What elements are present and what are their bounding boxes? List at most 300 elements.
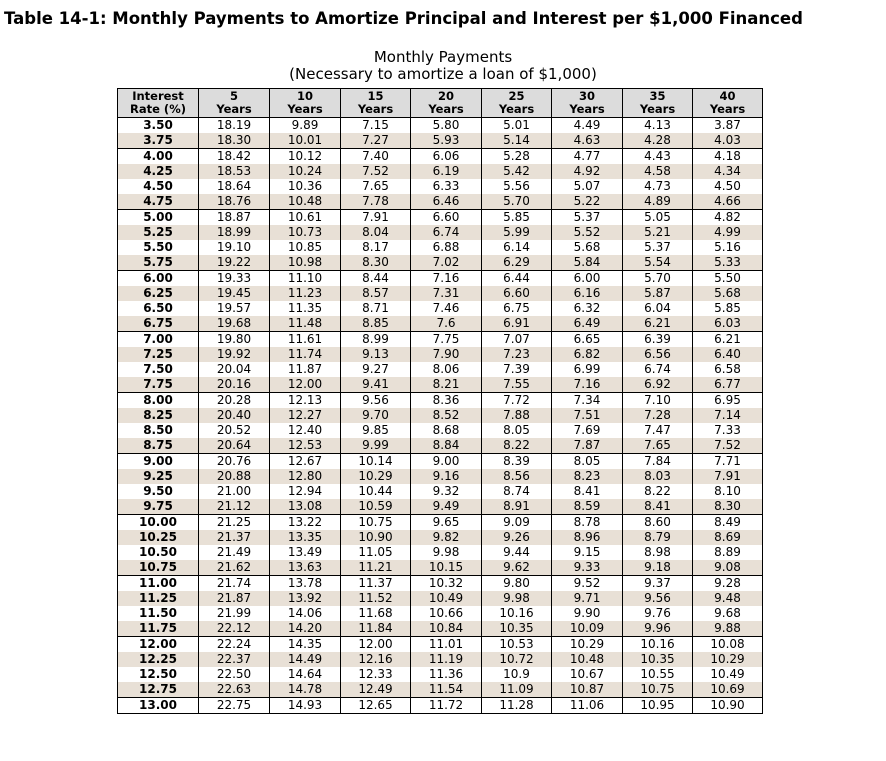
column-header-line2: Years (216, 102, 252, 116)
table-row (118, 438, 763, 454)
payment-cell: 7.65 (623, 438, 693, 454)
payment-cell: 20.28 (199, 393, 270, 409)
payment-cell: 9.41 (341, 377, 411, 393)
payment-cell: 9.82 (411, 530, 482, 545)
payment-cell: 22.50 (199, 667, 270, 682)
payment-cell: 3.87 (693, 118, 763, 134)
payment-cell: 5.21 (623, 225, 693, 240)
interest-rate-cell: 5.50 (118, 240, 199, 255)
payment-cell: 11.05 (341, 545, 411, 560)
table-row (118, 133, 763, 149)
payment-cell: 20.88 (199, 469, 270, 484)
payment-cell: 7.10 (623, 393, 693, 409)
table-row (118, 606, 763, 621)
payment-cell: 10.36 (270, 179, 341, 194)
interest-rate-cell: 3.75 (118, 133, 199, 149)
payment-cell: 5.93 (411, 133, 482, 149)
payment-cell: 4.66 (693, 194, 763, 210)
amortization-table (117, 88, 763, 714)
column-header-line2: Years (357, 102, 394, 116)
table-row (118, 423, 763, 438)
payment-cell: 21.25 (199, 515, 270, 531)
payment-cell: 8.56 (482, 469, 552, 484)
table-row (118, 682, 763, 698)
payment-cell: 12.67 (270, 454, 341, 470)
payment-cell: 7.07 (482, 332, 552, 348)
interest-rate-cell: 8.50 (118, 423, 199, 438)
payment-cell: 9.89 (270, 118, 341, 134)
interest-rate-cell: 3.50 (118, 118, 199, 134)
payment-cell: 7.15 (341, 118, 411, 134)
payment-cell: 5.56 (482, 179, 552, 194)
payment-cell: 10.87 (552, 682, 623, 698)
payment-cell: 6.04 (623, 301, 693, 316)
payment-cell: 6.65 (552, 332, 623, 348)
interest-rate-cell: 12.50 (118, 667, 199, 682)
payment-cell: 14.93 (270, 698, 341, 714)
payment-cell: 9.15 (552, 545, 623, 560)
interest-rate-cell: 9.25 (118, 469, 199, 484)
column-header (693, 89, 763, 118)
payment-cell: 10.55 (623, 667, 693, 682)
payment-cell: 12.40 (270, 423, 341, 438)
payment-cell: 8.59 (552, 499, 623, 515)
interest-rate-cell: 10.00 (118, 515, 199, 531)
payment-cell: 20.40 (199, 408, 270, 423)
payment-cell: 10.53 (482, 637, 552, 653)
payment-cell: 5.70 (482, 194, 552, 210)
interest-rate-cell: 9.75 (118, 499, 199, 515)
payment-cell: 8.41 (623, 499, 693, 515)
table-row (118, 621, 763, 637)
column-header-line1: 5 (229, 89, 238, 103)
payment-cell: 8.22 (623, 484, 693, 499)
payment-cell: 8.06 (411, 362, 482, 377)
payment-cell: 5.85 (693, 301, 763, 316)
payment-cell: 5.52 (552, 225, 623, 240)
payment-cell: 5.85 (482, 210, 552, 226)
payment-cell: 10.98 (270, 255, 341, 271)
table-row (118, 499, 763, 515)
payment-cell: 8.21 (411, 377, 482, 393)
payment-cell: 8.05 (482, 423, 552, 438)
payment-cell: 22.37 (199, 652, 270, 667)
payment-cell: 7.65 (341, 179, 411, 194)
payment-cell: 9.62 (482, 560, 552, 576)
payment-cell: 18.53 (199, 164, 270, 179)
payment-cell: 5.05 (623, 210, 693, 226)
interest-rate-cell: 7.25 (118, 347, 199, 362)
table-row (118, 530, 763, 545)
payment-cell: 4.58 (623, 164, 693, 179)
payment-cell: 6.99 (552, 362, 623, 377)
payment-cell: 6.06 (411, 149, 482, 165)
payment-cell: 20.52 (199, 423, 270, 438)
payment-cell: 19.22 (199, 255, 270, 271)
payment-cell: 13.08 (270, 499, 341, 515)
payment-cell: 9.26 (482, 530, 552, 545)
payment-cell: 10.90 (693, 698, 763, 714)
payment-cell: 18.19 (199, 118, 270, 134)
payment-cell: 19.45 (199, 286, 270, 301)
interest-rate-cell: 11.75 (118, 621, 199, 637)
payment-cell: 6.19 (411, 164, 482, 179)
payment-cell: 7.78 (341, 194, 411, 210)
interest-rate-cell: 10.75 (118, 560, 199, 576)
payment-cell: 11.52 (341, 591, 411, 606)
payment-cell: 21.49 (199, 545, 270, 560)
payment-cell: 11.36 (411, 667, 482, 682)
payment-cell: 10.72 (482, 652, 552, 667)
payment-cell: 7.16 (411, 271, 482, 287)
payment-cell: 13.49 (270, 545, 341, 560)
payment-cell: 10.61 (270, 210, 341, 226)
payment-cell: 10.66 (411, 606, 482, 621)
interest-rate-cell: 11.00 (118, 576, 199, 592)
payment-cell: 5.07 (552, 179, 623, 194)
column-header (199, 89, 270, 118)
payment-cell: 6.74 (623, 362, 693, 377)
column-header (270, 89, 341, 118)
payment-cell: 6.40 (693, 347, 763, 362)
interest-rate-cell: 5.00 (118, 210, 199, 226)
payment-cell: 18.64 (199, 179, 270, 194)
interest-rate-cell: 9.00 (118, 454, 199, 470)
payment-cell: 4.13 (623, 118, 693, 134)
payment-cell: 9.44 (482, 545, 552, 560)
payment-cell: 10.35 (623, 652, 693, 667)
payment-cell: 6.03 (693, 316, 763, 332)
payment-cell: 6.77 (693, 377, 763, 393)
payment-cell: 8.98 (623, 545, 693, 560)
payment-cell: 9.71 (552, 591, 623, 606)
table-row (118, 637, 763, 653)
payment-cell: 5.54 (623, 255, 693, 271)
payment-cell: 19.92 (199, 347, 270, 362)
payment-cell: 12.94 (270, 484, 341, 499)
payment-cell: 10.59 (341, 499, 411, 515)
payment-cell: 10.32 (411, 576, 482, 592)
table-header-row (118, 89, 763, 118)
payment-cell: 10.95 (623, 698, 693, 714)
payment-cell: 13.35 (270, 530, 341, 545)
table-row (118, 347, 763, 362)
table-row (118, 271, 763, 287)
payment-cell: 11.21 (341, 560, 411, 576)
payment-cell: 10.01 (270, 133, 341, 149)
payment-cell: 9.37 (623, 576, 693, 592)
payment-cell: 4.92 (552, 164, 623, 179)
table-row (118, 149, 763, 165)
column-header (482, 89, 552, 118)
column-header-line1: 40 (719, 89, 736, 103)
payment-cell: 6.29 (482, 255, 552, 271)
payment-cell: 9.68 (693, 606, 763, 621)
payment-cell: 8.89 (693, 545, 763, 560)
payment-cell: 7.34 (552, 393, 623, 409)
payment-cell: 6.49 (552, 316, 623, 332)
payment-cell: 5.28 (482, 149, 552, 165)
interest-rate-cell: 12.25 (118, 652, 199, 667)
payment-cell: 7.47 (623, 423, 693, 438)
payment-cell: 11.35 (270, 301, 341, 316)
table-row (118, 362, 763, 377)
payment-cell: 4.50 (693, 179, 763, 194)
payment-cell: 4.34 (693, 164, 763, 179)
table-caption-line1: Monthly Payments (373, 48, 513, 66)
payment-cell: 7.52 (341, 164, 411, 179)
payment-cell: 10.35 (482, 621, 552, 637)
interest-rate-cell: 11.50 (118, 606, 199, 621)
payment-cell: 5.37 (623, 240, 693, 255)
payment-cell: 9.65 (411, 515, 482, 531)
payment-cell: 10.16 (482, 606, 552, 621)
payment-cell: 22.24 (199, 637, 270, 653)
payment-cell: 4.77 (552, 149, 623, 165)
column-header (552, 89, 623, 118)
payment-cell: 4.89 (623, 194, 693, 210)
interest-rate-cell: 5.75 (118, 255, 199, 271)
payment-cell: 5.50 (693, 271, 763, 287)
payment-cell: 6.58 (693, 362, 763, 377)
payment-cell: 19.10 (199, 240, 270, 255)
payment-cell: 8.03 (623, 469, 693, 484)
payment-cell: 10.09 (552, 621, 623, 637)
payment-cell: 8.85 (341, 316, 411, 332)
payment-cell: 7.51 (552, 408, 623, 423)
payment-cell: 10.73 (270, 225, 341, 240)
table-caption-line2: (Necessary to amortize a loan of $1,000) (289, 65, 597, 83)
table-row (118, 591, 763, 606)
payment-cell: 6.14 (482, 240, 552, 255)
payment-cell: 11.28 (482, 698, 552, 714)
payment-cell: 8.23 (552, 469, 623, 484)
interest-rate-cell: 7.00 (118, 332, 199, 348)
payment-cell: 6.75 (482, 301, 552, 316)
payment-cell: 10.44 (341, 484, 411, 499)
column-header (411, 89, 482, 118)
payment-cell: 4.43 (623, 149, 693, 165)
payment-cell: 19.80 (199, 332, 270, 348)
payment-cell: 9.85 (341, 423, 411, 438)
payment-cell: 9.70 (341, 408, 411, 423)
payment-cell: 7.72 (482, 393, 552, 409)
payment-cell: 6.91 (482, 316, 552, 332)
interest-rate-cell: 13.00 (118, 698, 199, 714)
payment-cell: 8.22 (482, 438, 552, 454)
payment-cell: 8.84 (411, 438, 482, 454)
payment-cell: 21.37 (199, 530, 270, 545)
payment-cell: 7.40 (341, 149, 411, 165)
table-row (118, 240, 763, 255)
payment-cell: 7.39 (482, 362, 552, 377)
payment-cell: 8.36 (411, 393, 482, 409)
column-header-line2: Years (498, 102, 535, 116)
payment-cell: 10.49 (411, 591, 482, 606)
column-header-line1: 15 (367, 89, 384, 103)
payment-cell: 12.00 (270, 377, 341, 393)
payment-cell: 7.91 (341, 210, 411, 226)
payment-cell: 9.32 (411, 484, 482, 499)
table-row (118, 393, 763, 409)
table-row (118, 545, 763, 560)
interest-rate-cell: 10.25 (118, 530, 199, 545)
payment-cell: 6.56 (623, 347, 693, 362)
payment-cell: 14.49 (270, 652, 341, 667)
payment-cell: 5.14 (482, 133, 552, 149)
payment-cell: 7.31 (411, 286, 482, 301)
payment-cell: 9.88 (693, 621, 763, 637)
payment-cell: 11.37 (341, 576, 411, 592)
payment-cell: 10.48 (552, 652, 623, 667)
table-row (118, 332, 763, 348)
payment-cell: 9.27 (341, 362, 411, 377)
payment-cell: 6.16 (552, 286, 623, 301)
payment-cell: 8.60 (623, 515, 693, 531)
column-header-line1: 10 (296, 89, 313, 103)
table-row (118, 560, 763, 576)
payment-cell: 22.63 (199, 682, 270, 698)
payment-cell: 7.46 (411, 301, 482, 316)
payment-cell: 9.80 (482, 576, 552, 592)
payment-cell: 10.9 (482, 667, 552, 682)
interest-rate-cell: 4.25 (118, 164, 199, 179)
payment-cell: 8.04 (341, 225, 411, 240)
payment-cell: 11.87 (270, 362, 341, 377)
payment-cell: 9.48 (693, 591, 763, 606)
payment-cell: 9.16 (411, 469, 482, 484)
payment-cell: 4.28 (623, 133, 693, 149)
interest-rate-cell: 10.50 (118, 545, 199, 560)
column-header-line1: 25 (508, 89, 525, 103)
table-row (118, 164, 763, 179)
payment-cell: 8.74 (482, 484, 552, 499)
table-row (118, 286, 763, 301)
payment-cell: 7.71 (693, 454, 763, 470)
interest-rate-cell: 7.50 (118, 362, 199, 377)
payment-cell: 4.82 (693, 210, 763, 226)
interest-rate-cell: 9.50 (118, 484, 199, 499)
payment-cell: 8.69 (693, 530, 763, 545)
interest-rate-cell: 8.25 (118, 408, 199, 423)
payment-cell: 10.49 (693, 667, 763, 682)
payment-cell: 4.49 (552, 118, 623, 134)
payment-cell: 8.91 (482, 499, 552, 515)
payment-cell: 5.99 (482, 225, 552, 240)
interest-rate-cell: 6.50 (118, 301, 199, 316)
payment-cell: 8.79 (623, 530, 693, 545)
payment-cell: 5.84 (552, 255, 623, 271)
payment-cell: 22.75 (199, 698, 270, 714)
column-header-line2: Years (569, 102, 605, 116)
interest-rate-cell: 8.00 (118, 393, 199, 409)
payment-cell: 5.16 (693, 240, 763, 255)
payment-cell: 12.53 (270, 438, 341, 454)
payment-cell: 5.33 (693, 255, 763, 271)
payment-cell: 9.56 (623, 591, 693, 606)
table-row (118, 377, 763, 393)
interest-rate-cell: 12.00 (118, 637, 199, 653)
payment-cell: 14.35 (270, 637, 341, 653)
payment-cell: 7.75 (411, 332, 482, 348)
payment-cell: 13.92 (270, 591, 341, 606)
interest-rate-cell: 6.75 (118, 316, 199, 332)
payment-cell: 14.78 (270, 682, 341, 698)
column-header-line1: 20 (437, 89, 454, 103)
payment-cell: 7.69 (552, 423, 623, 438)
payment-cell: 13.22 (270, 515, 341, 531)
payment-cell: 21.87 (199, 591, 270, 606)
payment-cell: 4.99 (693, 225, 763, 240)
payment-cell: 10.29 (552, 637, 623, 653)
payment-cell: 20.76 (199, 454, 270, 470)
column-header (623, 89, 693, 118)
payment-cell: 20.64 (199, 438, 270, 454)
payment-cell: 11.10 (270, 271, 341, 287)
payment-cell: 12.49 (341, 682, 411, 698)
payment-cell: 7.55 (482, 377, 552, 393)
column-header-line1: 35 (649, 89, 666, 103)
payment-cell: 9.52 (552, 576, 623, 592)
payment-cell: 10.12 (270, 149, 341, 165)
payment-cell: 6.60 (482, 286, 552, 301)
payment-cell: 8.10 (693, 484, 763, 499)
table-row (118, 667, 763, 682)
payment-cell: 18.30 (199, 133, 270, 149)
payment-cell: 11.19 (411, 652, 482, 667)
payment-cell: 10.15 (411, 560, 482, 576)
payment-cell: 12.33 (341, 667, 411, 682)
table-row (118, 316, 763, 332)
payment-cell: 12.16 (341, 652, 411, 667)
payment-cell: 21.00 (199, 484, 270, 499)
payment-cell: 8.57 (341, 286, 411, 301)
payment-cell: 7.23 (482, 347, 552, 362)
table-row (118, 255, 763, 271)
payment-cell: 6.74 (411, 225, 482, 240)
payment-cell: 4.18 (693, 149, 763, 165)
table-row (118, 515, 763, 531)
payment-cell: 6.32 (552, 301, 623, 316)
payment-cell: 11.23 (270, 286, 341, 301)
payment-cell: 11.01 (411, 637, 482, 653)
payment-cell: 6.46 (411, 194, 482, 210)
payment-cell: 10.48 (270, 194, 341, 210)
payment-cell: 18.87 (199, 210, 270, 226)
payment-cell: 8.30 (693, 499, 763, 515)
payment-cell: 7.84 (623, 454, 693, 470)
table-title: Table 14-1: Monthly Payments to Amortize Principal and Interest per $1,000 Financed (4, 9, 803, 28)
payment-cell: 6.39 (623, 332, 693, 348)
payment-cell: 9.99 (341, 438, 411, 454)
column-header-line2: Years (287, 102, 323, 116)
payment-cell: 21.12 (199, 499, 270, 515)
payment-cell: 9.98 (411, 545, 482, 560)
payment-cell: 6.21 (693, 332, 763, 348)
payment-cell: 7.28 (623, 408, 693, 423)
payment-cell: 10.85 (270, 240, 341, 255)
table-row (118, 484, 763, 499)
payment-cell: 12.13 (270, 393, 341, 409)
column-header-line2: Years (639, 102, 676, 116)
payment-cell: 7.87 (552, 438, 623, 454)
table-row (118, 408, 763, 423)
interest-rate-cell: 12.75 (118, 682, 199, 698)
payment-cell: 5.37 (552, 210, 623, 226)
payment-cell: 20.16 (199, 377, 270, 393)
payment-cell: 12.65 (341, 698, 411, 714)
payment-cell: 8.78 (552, 515, 623, 531)
